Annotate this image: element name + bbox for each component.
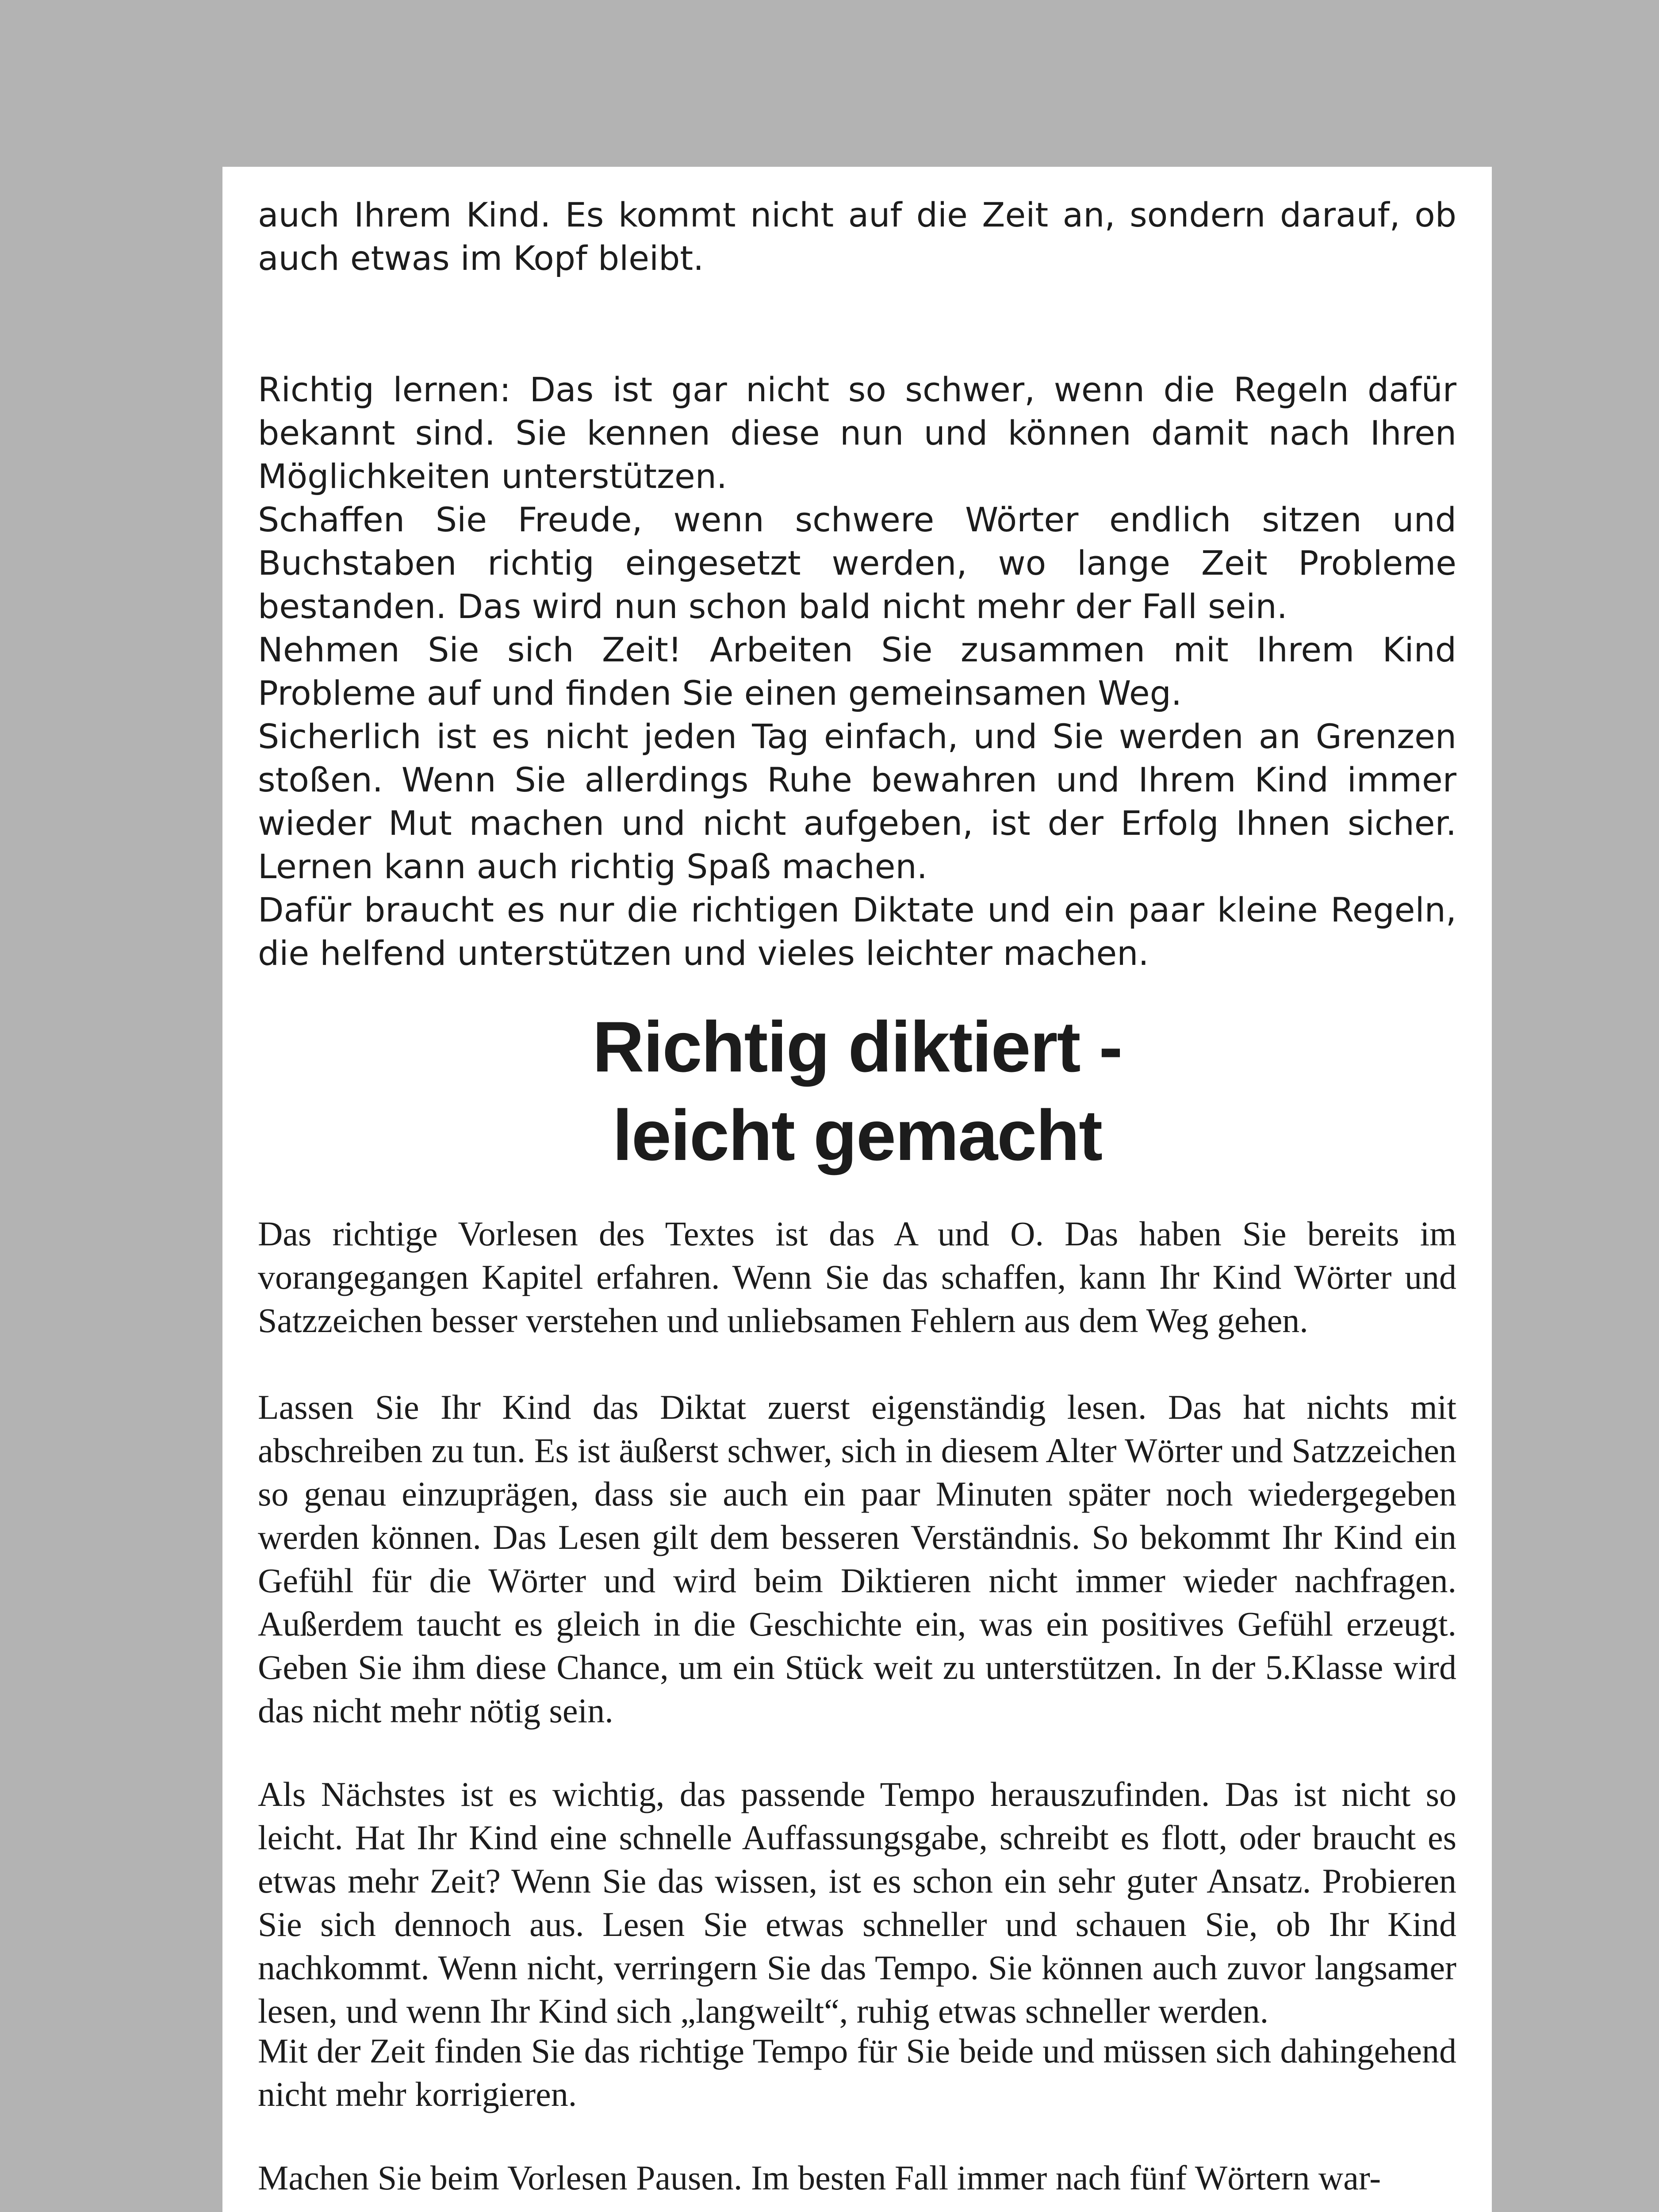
section-paragraph: Machen Sie beim Vorlesen Pausen. Im besten Fall immer nach fünf Wörtern war-: [258, 2158, 1381, 2197]
section-paragraph: Mit der Zeit finden Sie das richtige Tempo für Sie beide und müssen sich dahingehend nicht mehr korrigieren.: [258, 2032, 1456, 2113]
intro-paragraph: Dafür braucht es nur die richtigen Diktate und ein paar kleine Regeln, die helfend unterstützen und vieles leichter machen.: [258, 890, 1456, 973]
intro-text-block: [258, 368, 1456, 975]
chapter-heading: [222, 1003, 1492, 1180]
chapter-heading-line: Richtig diktiert -: [592, 1007, 1122, 1087]
section-paragraph: Lassen Sie Ihr Kind das Diktat zuerst eigenständig lesen. Das hat nichts mit abschreiben zu tun. Es ist äußerst schwer, sich in diesem Alter Wörter und Satzzeichen so genau einzuprägen, dass sie auch ein paar Minuten später noch wiedergegeben werden können. Das Lesen gilt dem besseren Verständnis. So bekommt Ihr Kind ein Gefühl für die Wörter und wird beim Diktieren nicht immer wieder nachfragen. Außerdem taucht es gleich in die Geschichte ein, was ein positives Gefühl erzeugt. Geben Sie ihm diese Chance, um ein Stück weit zu unterstützen. In der 5.Klasse wird das nicht mehr nötig sein.: [258, 1388, 1456, 1730]
intro-paragraph: Sicherlich ist es nicht jeden Tag einfach, und Sie werden an Grenzen stoßen. Wenn Sie allerdings Ruhe bewahren und Ihrem Kind immer wieder Mut machen und nicht aufgeben, ist der Erfolg Ihnen sicher. Lernen kann auch richtig Spaß machen.: [258, 717, 1456, 886]
book-page: [222, 167, 1492, 2212]
chapter-heading-line: leicht gemacht: [612, 1095, 1102, 1175]
intro-paragraph: Richtig lernen: Das ist gar nicht so schwer, wenn die Regeln dafür bekannt sind. Sie kennen diese nun und können damit nach Ihren Möglichkeiten unterstützen.: [258, 370, 1456, 496]
section-paragraph: Als Nächstes ist es wichtig, das passende Tempo herauszufinden. Das ist nicht so leicht. Hat Ihr Kind eine schnelle Auffassungsgabe, schreibt es flott, oder braucht es etwas mehr Zeit? Wenn Sie das wissen, ist es schon ein sehr guter Ansatz. Probieren Sie sich dennoch aus. Lesen Sie etwas schneller und schauen Sie, ob Ihr Kind nachkommt. Wenn nicht, verringern Sie das Tempo. Sie können auch zuvor langsamer lesen, und wenn Ihr Kind sich „langweilt“, ruhig etwas schneller werden.: [258, 1775, 1456, 2030]
intro-paragraph: Schaffen Sie Freude, wenn schwere Wörter endlich sitzen und Buchstaben richtig eingesetzt werden, wo lange Zeit Probleme bestanden. Das wird nun schon bald nicht mehr der Fall sein.: [258, 500, 1456, 626]
section-paragraph: Das richtige Vorlesen des Textes ist das A und O. Das haben Sie bereits im vorangegangen Kapitel erfahren. Wenn Sie das schaffen, kann Ihr Kind Wörter und Satzzeichen besser verstehen und unliebsamen Fehlern aus dem Weg gehen.: [258, 1214, 1456, 1340]
intro-paragraph: Nehmen Sie sich Zeit! Arbeiten Sie zusammen mit Ihrem Kind Probleme auf und finden Sie einen gemeinsamen Weg.: [258, 630, 1456, 713]
continuation-paragraph: auch Ihrem Kind. Es kommt nicht auf die Zeit an, sondern darauf, ob auch etwas im Kopf bleibt.: [258, 195, 1456, 278]
